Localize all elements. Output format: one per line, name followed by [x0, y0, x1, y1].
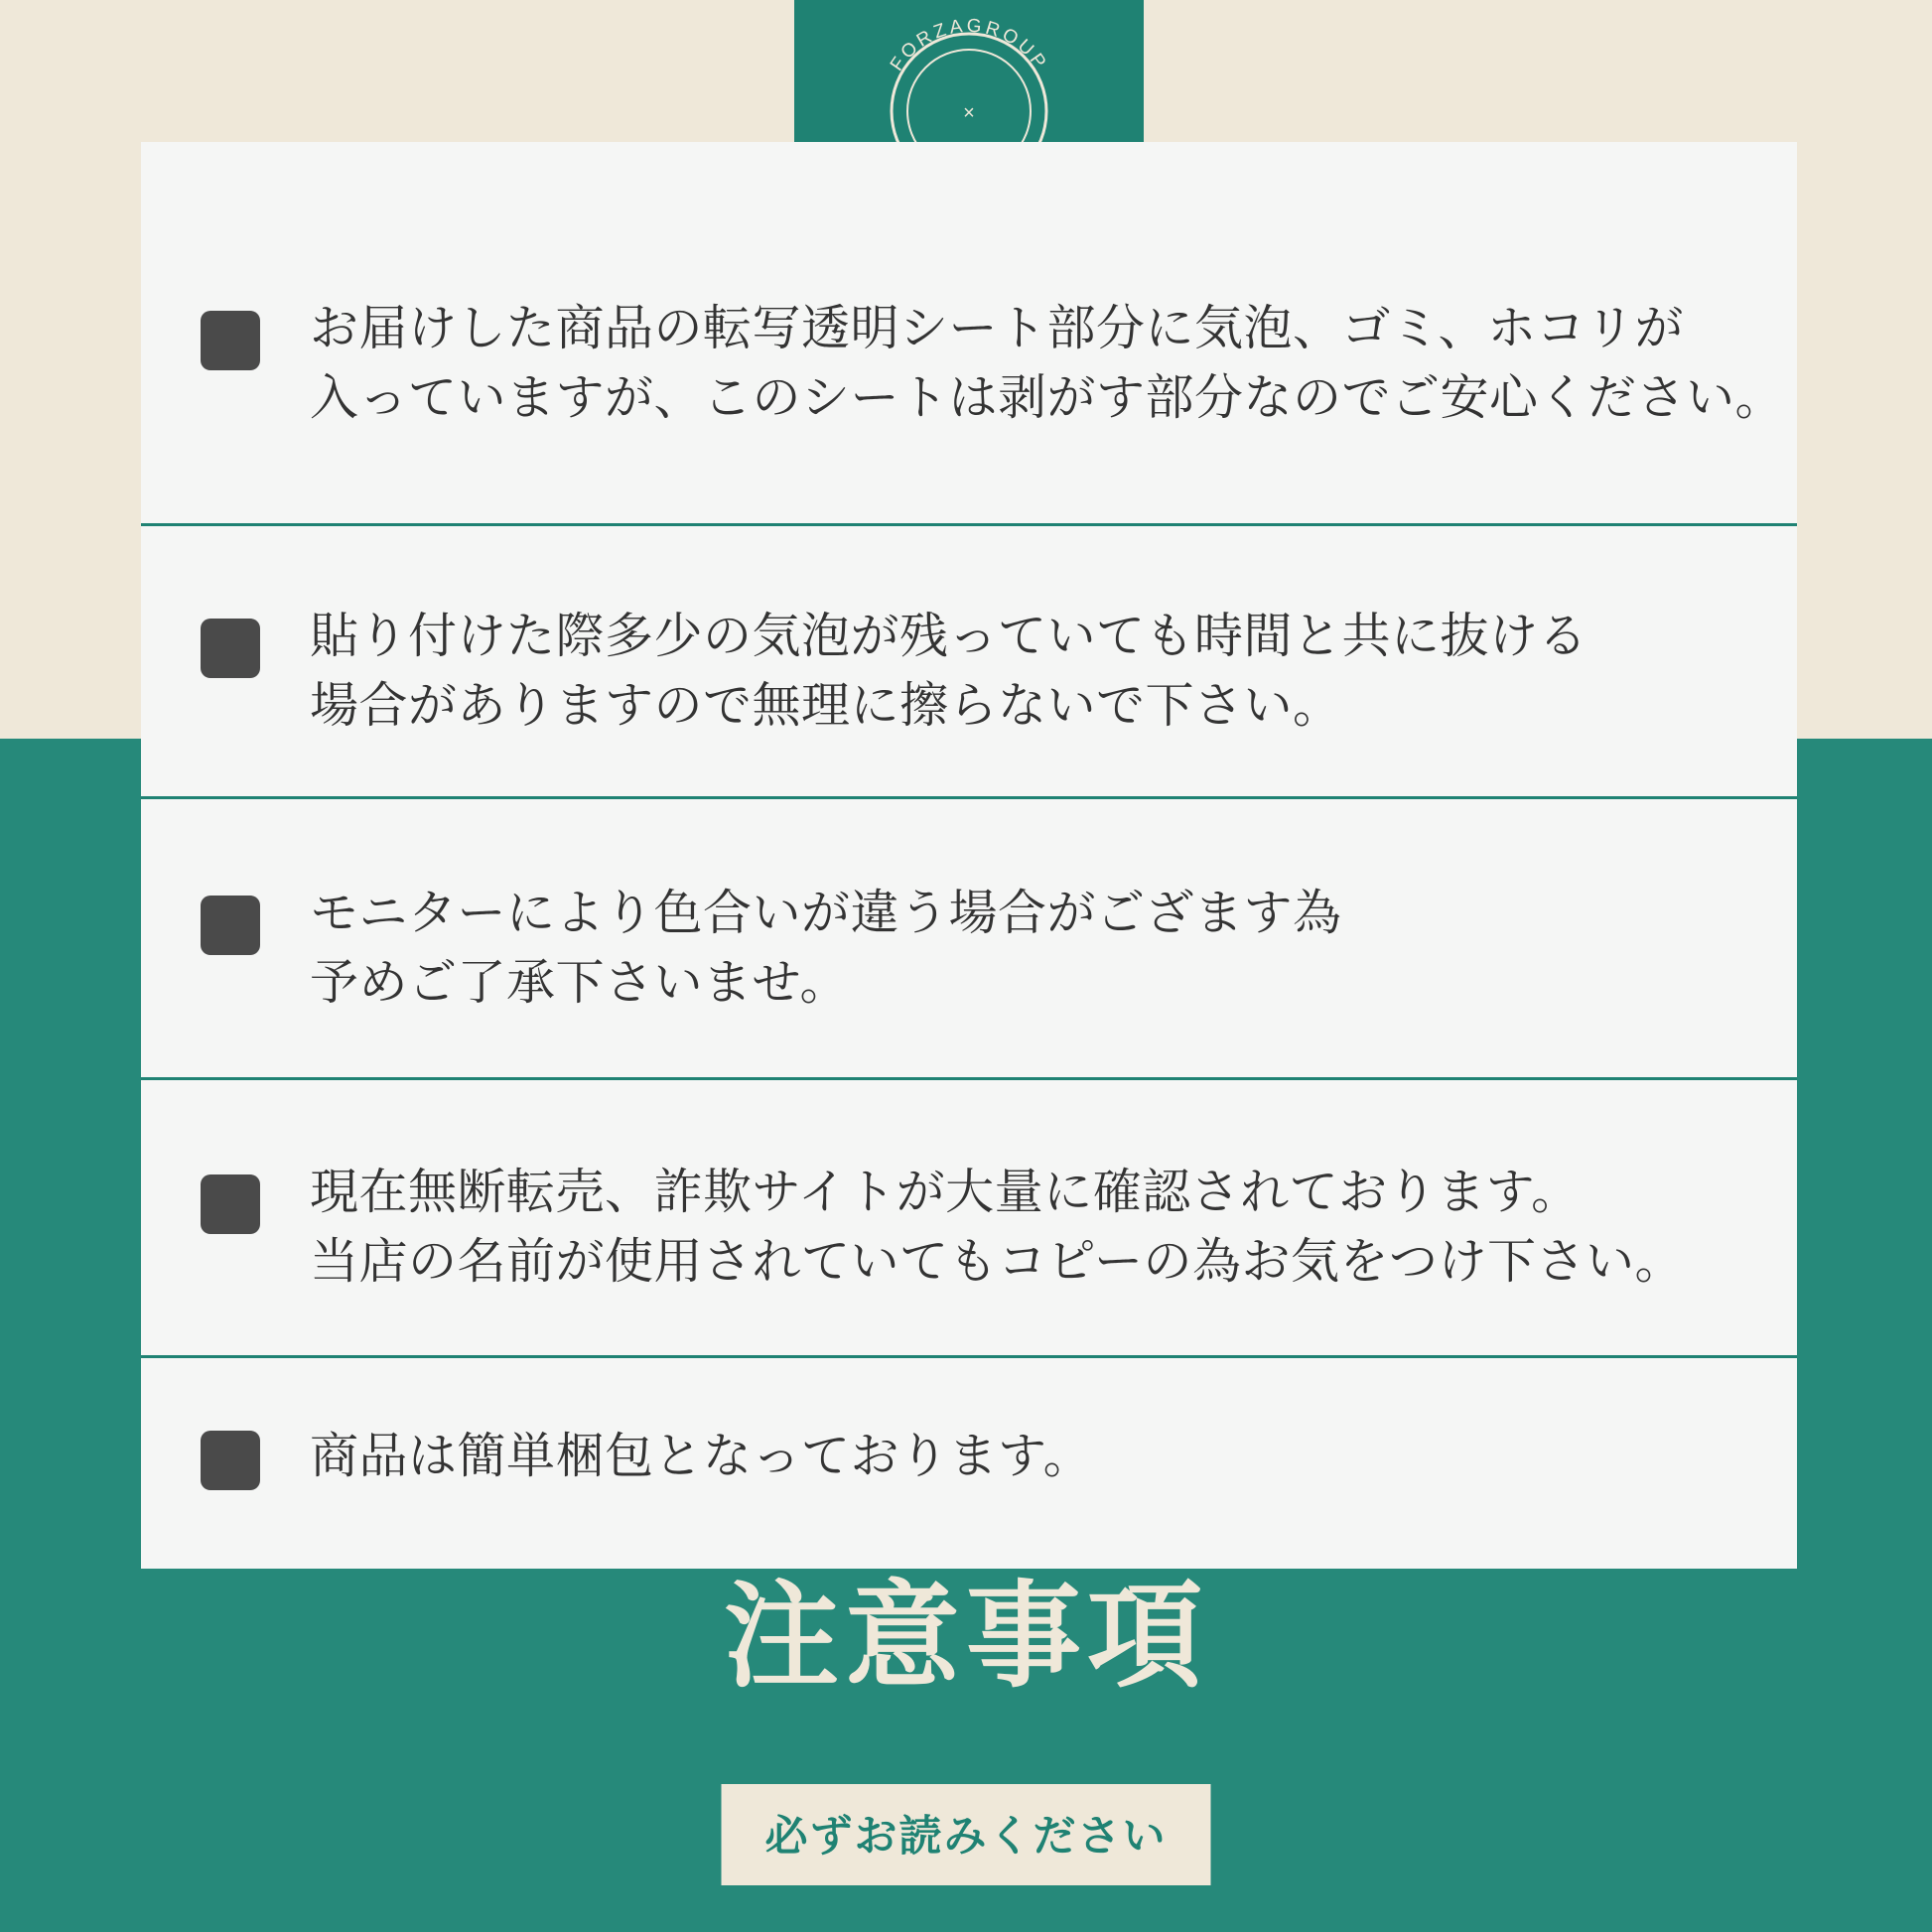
notice-line: 予めご了承下さいませ。 — [310, 955, 850, 1010]
square-bullet-icon — [201, 619, 260, 678]
notice-line: モニターにより色合いが違う場合がござます為 — [310, 887, 1342, 940]
list-item — [141, 796, 1797, 1077]
list-item — [141, 523, 1797, 796]
square-bullet-icon — [201, 1431, 260, 1490]
list-item — [141, 142, 1797, 523]
notice-line: お届けした商品の転写透明シート部分に気泡、ゴミ、ホコリが — [310, 302, 1685, 355]
notice-line: 場合がありますので無理に擦らないで下さい。 — [310, 678, 1342, 733]
page-title: 注意事項 — [724, 1572, 1208, 1701]
notice-text — [310, 1423, 1122, 1492]
notice-text — [310, 603, 1617, 741]
notice-line: 入っていますが、このシートは剥がす部分なのでご安心ください。 — [310, 370, 1785, 425]
read-notice-badge: 必ずお読みください — [722, 1784, 1211, 1885]
list-item — [141, 1355, 1797, 1569]
svg-text:×: × — [963, 102, 975, 124]
notice-text — [310, 1159, 1714, 1297]
square-bullet-icon — [201, 311, 260, 370]
svg-text:FORZAGROUP: FORZAGROUP — [886, 15, 1052, 75]
square-bullet-icon — [201, 1174, 260, 1234]
list-item — [141, 1077, 1797, 1355]
notice-text — [310, 295, 1814, 433]
notice-line: 当店の名前が使用されていてもコピーの為お気をつけ下さい。 — [310, 1234, 1685, 1289]
notice-line: 貼り付けた際多少の気泡が残っていても時間と共に抜ける — [310, 610, 1588, 663]
notice-line: 現在無断転売、詐欺サイトが大量に確認されております。 — [310, 1166, 1581, 1219]
notice-list-panel — [141, 142, 1797, 1569]
square-bullet-icon — [201, 896, 260, 955]
notice-text — [310, 880, 1372, 1018]
notice-line: 商品は簡単梱包となっております。 — [310, 1430, 1093, 1483]
